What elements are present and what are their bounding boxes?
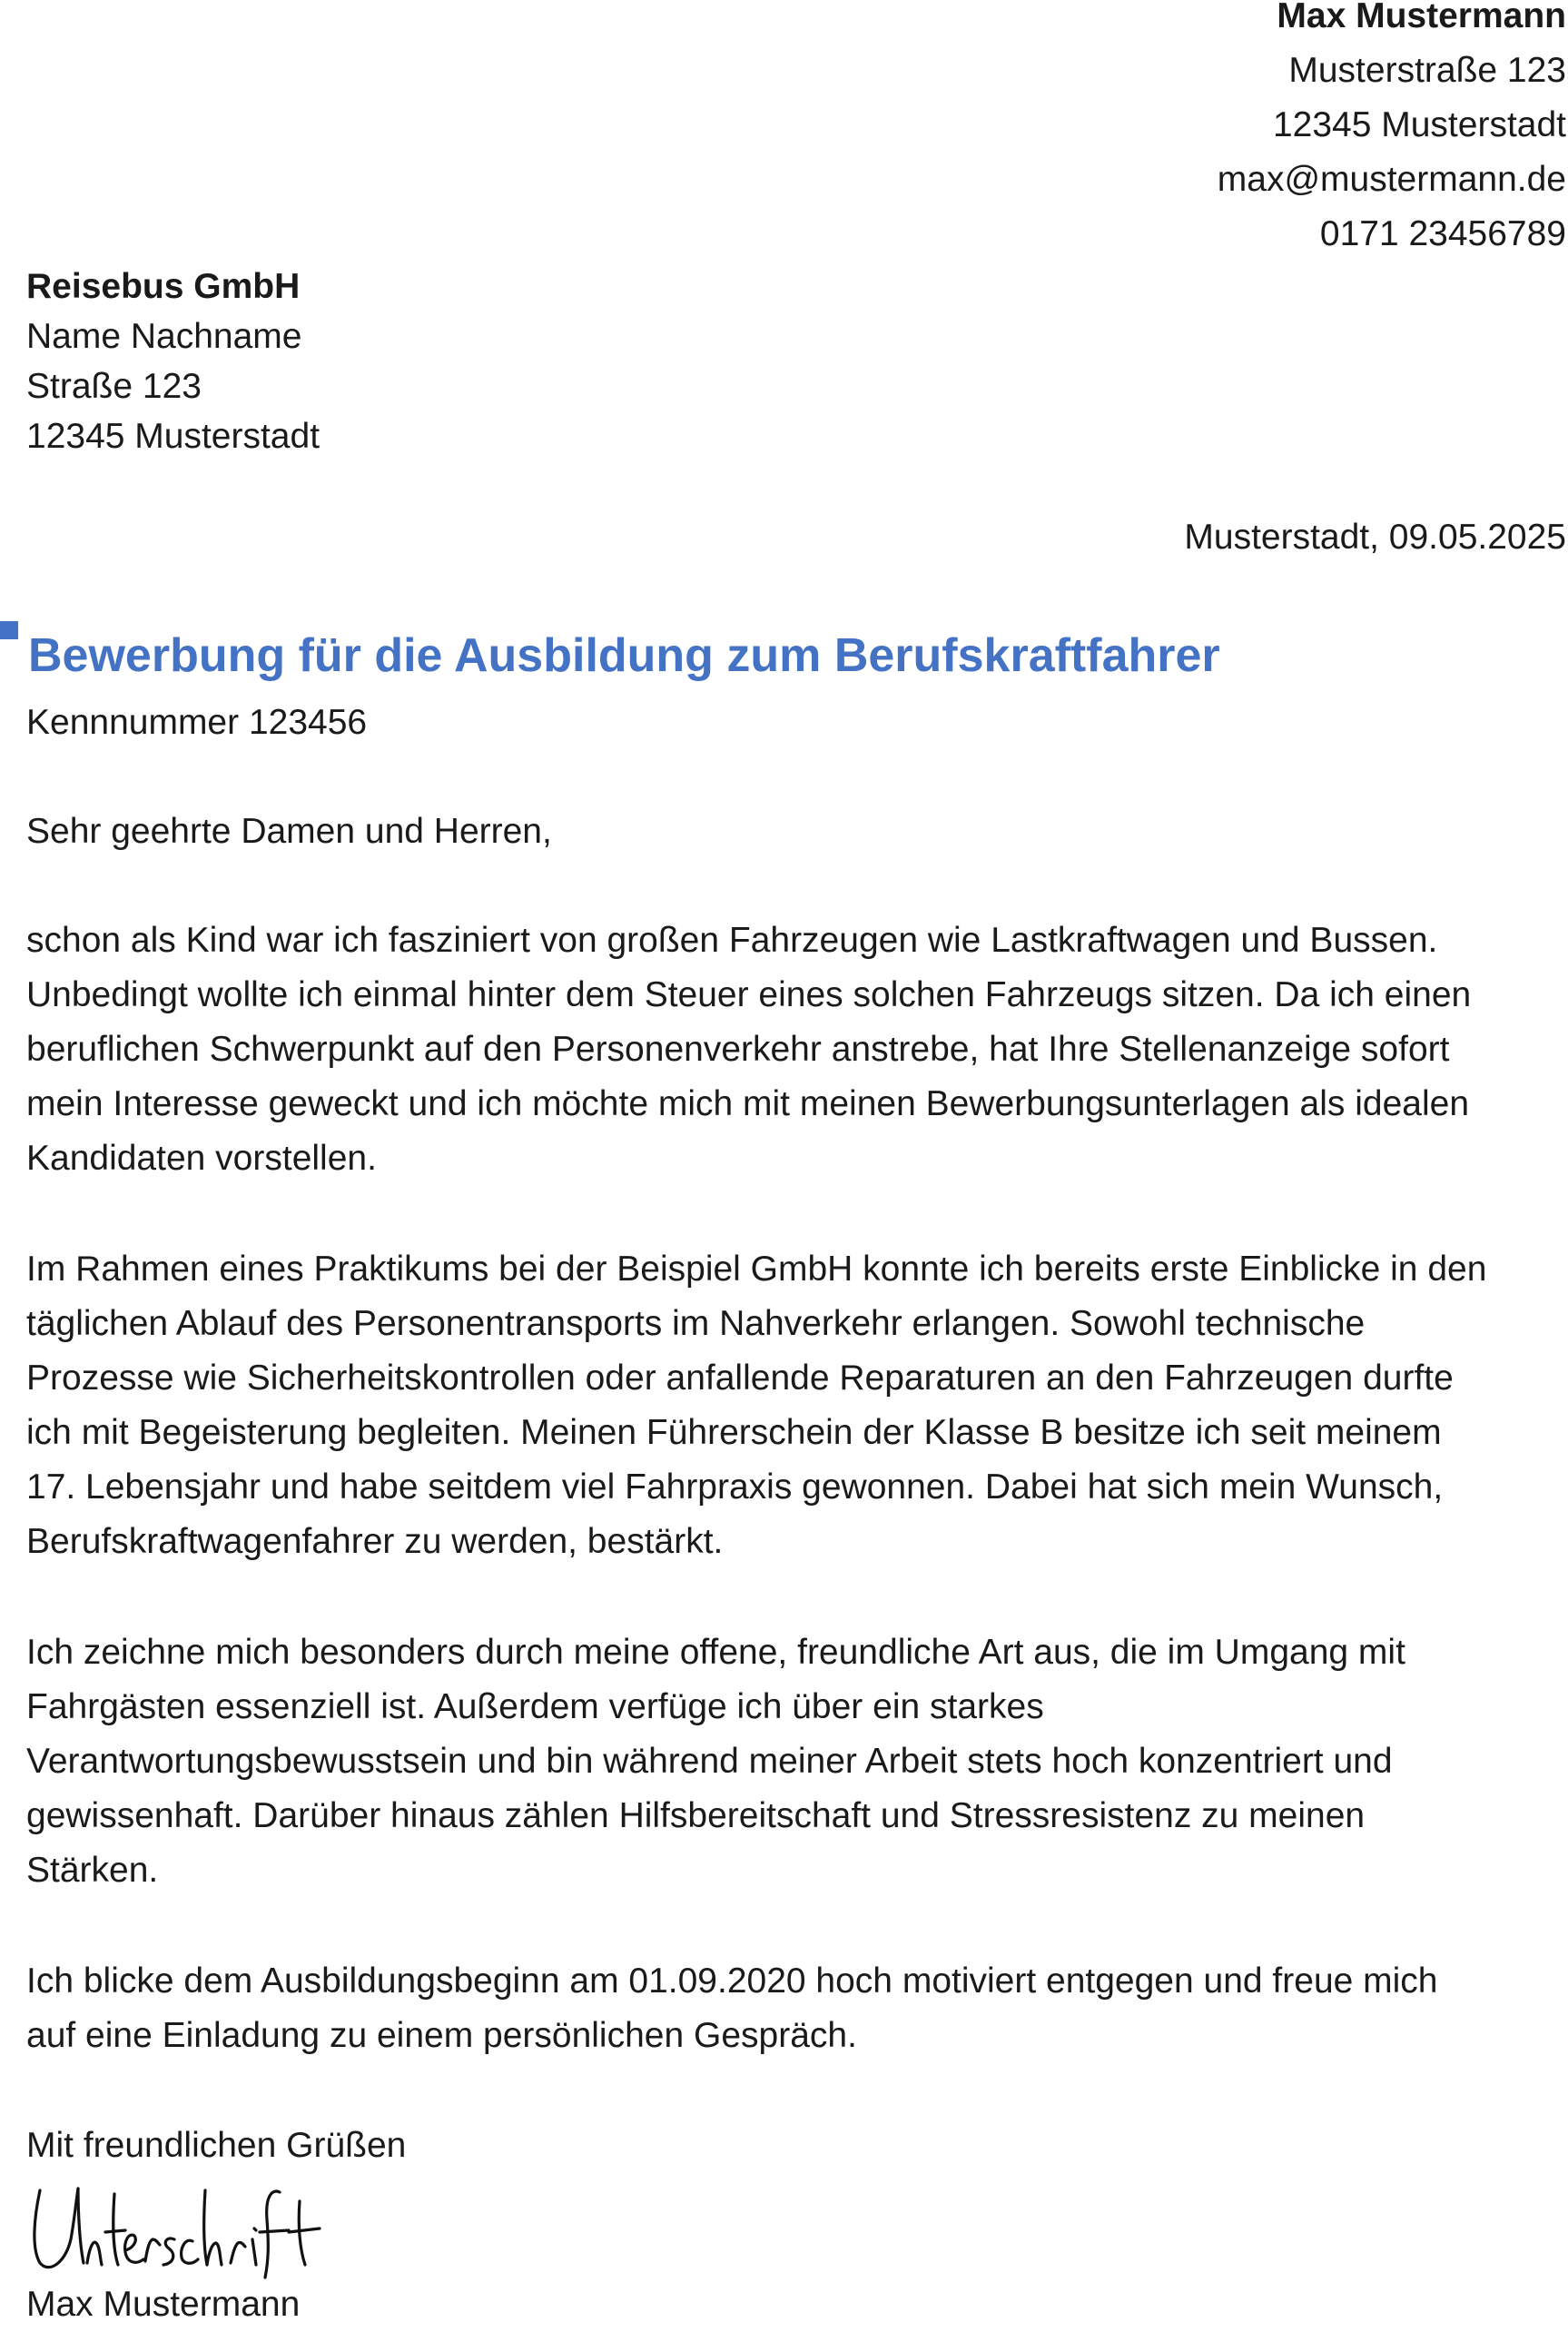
paragraph-line: 17. Lebensjahr und habe seitdem viel Fahrpraxis gewonnen. Dabei hat sich mein Wunsch, <box>26 1467 1444 1507</box>
paragraph-line: auf eine Einladung zu einem persönlichen Gespräch. <box>26 2016 857 2055</box>
paragraph-3 <box>26 1625 1405 1898</box>
paragraph-line: Im Rahmen eines Praktikums bei der Beispiel GmbH konnte ich bereits erste Einblicke in den <box>26 1250 1487 1289</box>
sender-name: Max Mustermann <box>1277 0 1566 35</box>
paragraph-line: Verantwortungsbewusstsein und bin während meiner Arbeit stets hoch konzentriert und <box>26 1742 1393 1781</box>
reference-number: Kennnummer 123456 <box>26 703 368 742</box>
paragraph-2 <box>26 1242 1486 1569</box>
paragraph-line: ich mit Begeisterung begleiten. Meinen Führerschein der Klasse B besitze ich seit meinem <box>26 1413 1442 1452</box>
paragraph-line: Fahrgästen essenziell ist. Außerdem verfüge ich über ein starkes <box>26 1687 1044 1726</box>
paragraph-line: Ich blicke dem Ausbildungsbeginn am 01.09.2020 hoch motiviert entgegen und freue mich <box>26 1961 1438 2001</box>
paragraph-line: beruflichen Schwerpunkt auf den Personenverkehr anstrebe, hat Ihre Stellenanzeige sofort <box>26 1030 1450 1069</box>
recipient-contact: Name Nachname <box>26 317 302 356</box>
paragraph-line: Stärken. <box>26 1851 159 1890</box>
recipient-company: Reisebus GmbH <box>26 267 301 306</box>
salutation: Sehr geehrte Damen und Herren, <box>26 812 552 851</box>
paragraph-line: täglichen Ablauf des Personentransports im Nahverkehr erlangen. Sowohl technische <box>26 1304 1366 1343</box>
paragraph-line: mein Interesse geweckt und ich möchte mich mit meinen Bewerbungsunterlagen als idealen <box>26 1084 1470 1123</box>
paragraph-line: Kandidaten vorstellen. <box>26 1139 377 1178</box>
paragraph-line: Ich zeichne mich besonders durch meine offene, freundliche Art aus, die im Umgang mit <box>26 1633 1405 1672</box>
paragraph-line: Berufskraftwagenfahrer zu werden, bestärkt. <box>26 1522 724 1561</box>
signer-name: Max Mustermann <box>26 2285 301 2324</box>
signature-icon <box>27 2179 327 2284</box>
recipient-block <box>26 262 320 461</box>
sender-city: 12345 Musterstadt <box>1272 105 1566 144</box>
paragraph-line: schon als Kind war ich fasziniert von großen Fahrzeugen wie Lastkraftwagen und Bussen. <box>26 921 1438 960</box>
recipient-city: 12345 Musterstadt <box>26 417 321 456</box>
sender-street: Musterstraße 123 <box>1288 51 1566 90</box>
heading-marker-icon <box>0 621 18 639</box>
paragraph-4 <box>26 1954 1438 2063</box>
sender-email: max@mustermann.de <box>1217 160 1566 199</box>
sender-phone: 0171 23456789 <box>1319 214 1566 253</box>
paragraph-1 <box>26 914 1471 1186</box>
paragraph-line: Prozesse wie Sicherheitskontrollen oder anfallende Reparaturen an den Fahrzeugen durfte <box>26 1359 1454 1398</box>
closing-phrase: Mit freundlichen Grüßen <box>26 2126 407 2165</box>
paragraph-line: Unbedingt wollte ich einmal hinter dem Steuer eines solchen Fahrzeugs sitzen. Da ich einen <box>26 975 1472 1014</box>
letter-date: Musterstadt, 09.05.2025 <box>1184 518 1566 557</box>
paragraph-line: gewissenhaft. Darüber hinaus zählen Hilfsbereitschaft und Stressresistenz zu meinen <box>26 1796 1366 1835</box>
subject-heading: Bewerbung für die Ausbildung zum Berufskraftfahrer <box>28 629 1220 682</box>
recipient-street: Straße 123 <box>26 367 202 406</box>
signature-image <box>27 2179 327 2284</box>
sender-block <box>1218 0 1566 262</box>
